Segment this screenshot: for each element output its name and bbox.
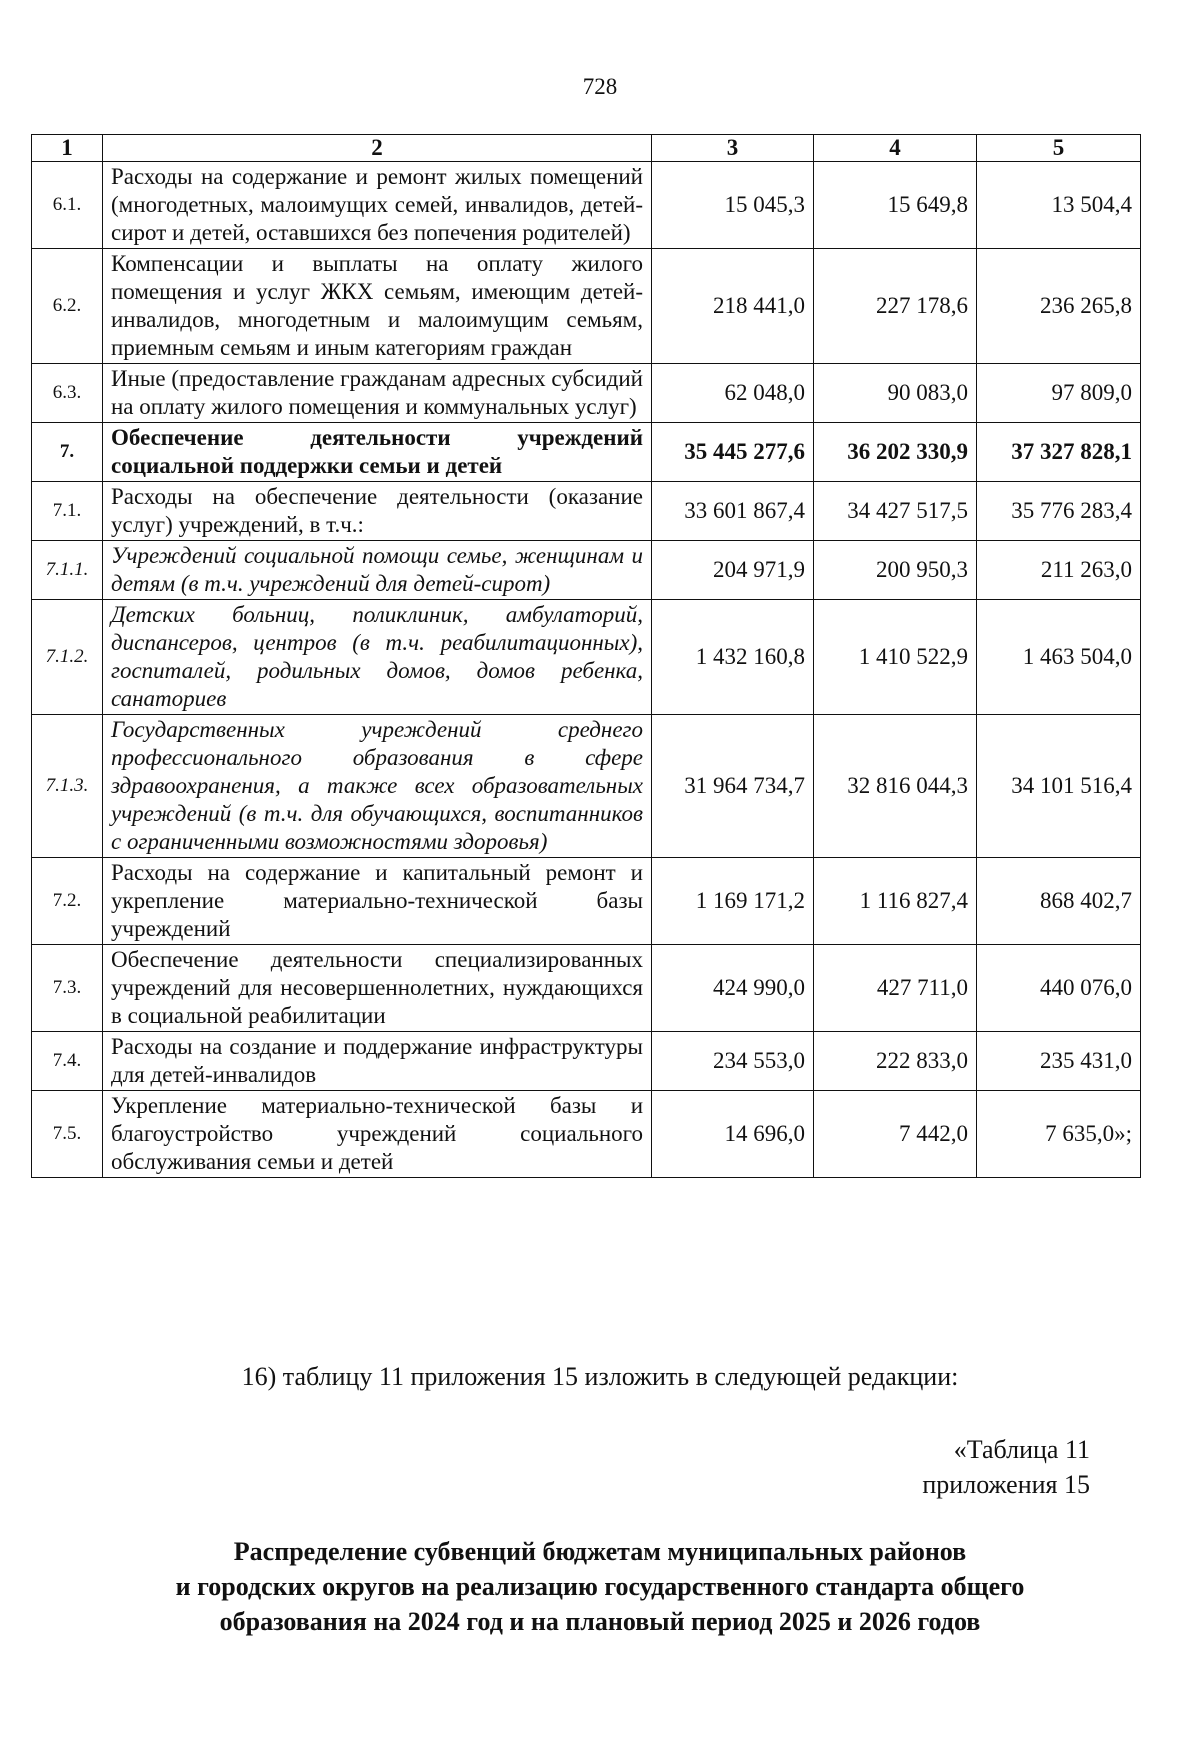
table-row — [32, 162, 1141, 249]
table-row — [32, 945, 1141, 1032]
row-value-2024: 234 553,0 — [652, 1032, 814, 1091]
column-header-2: 2 — [103, 135, 652, 162]
row-value-2025: 1 116 827,4 — [814, 858, 977, 945]
row-value-2025: 15 649,8 — [814, 162, 977, 249]
row-value-2024: 204 971,9 — [652, 541, 814, 600]
row-value-2025: 227 178,6 — [814, 249, 977, 364]
table-row — [32, 1032, 1141, 1091]
row-value-2026: 236 265,8 — [977, 249, 1141, 364]
row-number: 7.1.3. — [32, 715, 103, 858]
row-value-2026: 97 809,0 — [977, 364, 1141, 423]
row-value-2025: 36 202 330,9 — [814, 423, 977, 482]
table-row-section-total — [32, 423, 1141, 482]
row-value-2024: 62 048,0 — [652, 364, 814, 423]
table-row-subitem — [32, 541, 1141, 600]
table-reference-line: приложения 15 — [922, 1470, 1090, 1499]
row-value-2025: 222 833,0 — [814, 1032, 977, 1091]
row-description: Учреждений социальной помощи семье, женщинам и детям (в т.ч. учреждений для детей-сирот) — [103, 541, 652, 600]
row-description: Расходы на содержание и ремонт жилых помещений (многодетных, малоимущих семей, инвалидов, детей-сирот и детей, оставшихся без попечения родителей) — [103, 162, 652, 249]
row-value-2024: 15 045,3 — [652, 162, 814, 249]
row-description: Обеспечение деятельности учреждений социальной поддержки семьи и детей — [103, 423, 652, 482]
row-number: 6.1. — [32, 162, 103, 249]
row-value-2024: 35 445 277,6 — [652, 423, 814, 482]
row-value-2025: 1 410 522,9 — [814, 600, 977, 715]
row-number: 6.2. — [32, 249, 103, 364]
table-row — [32, 1091, 1141, 1178]
section-title-line: Распределение субвенций бюджетам муниципальных районов — [233, 1537, 967, 1566]
row-value-2026: 13 504,4 — [977, 162, 1141, 249]
amendment-instruction: 16) таблицу 11 приложения 15 изложить в следующей редакции: — [241, 1362, 959, 1391]
row-description: Обеспечение деятельности специализированных учреждений для несовершеннолетних, нуждающихся в социальной реабилитации — [103, 945, 652, 1032]
table-reference — [820, 1432, 1090, 1502]
row-description: Расходы на обеспечение деятельности (оказание услуг) учреждений, в т.ч.: — [103, 482, 652, 541]
row-number: 7.2. — [32, 858, 103, 945]
table-reference-line: «Таблица 11 — [953, 1435, 1090, 1464]
column-header-3: 3 — [652, 135, 814, 162]
row-value-2024: 33 601 867,4 — [652, 482, 814, 541]
budget-table — [31, 134, 1141, 1178]
row-value-2026: 7 635,0»; — [977, 1091, 1141, 1178]
column-header-5: 5 — [977, 135, 1141, 162]
row-description: Укрепление материально-технической базы и благоустройство учреждений социального обслуживания семьи и детей — [103, 1091, 652, 1178]
row-value-2026: 34 101 516,4 — [977, 715, 1141, 858]
row-description: Расходы на создание и поддержание инфраструктуры для детей-инвалидов — [103, 1032, 652, 1091]
row-value-2025: 90 083,0 — [814, 364, 977, 423]
row-description: Детских больниц, поликлиник, амбулаторий, диспансеров, центров (в т.ч. реабилитационных), госпиталей, родильных домов, домов ребенка, санаториев — [103, 600, 652, 715]
column-header-4: 4 — [814, 135, 977, 162]
row-value-2025: 32 816 044,3 — [814, 715, 977, 858]
column-header-1: 1 — [32, 135, 103, 162]
row-number: 7.4. — [32, 1032, 103, 1091]
row-description: Расходы на содержание и капитальный ремонт и укрепление материально-технической базы учреждений — [103, 858, 652, 945]
row-value-2024: 1 432 160,8 — [652, 600, 814, 715]
row-value-2026: 37 327 828,1 — [977, 423, 1141, 482]
page-number: 728 — [582, 74, 618, 99]
table-row-subitem — [32, 600, 1141, 715]
table-row-subitem — [32, 715, 1141, 858]
row-value-2026: 1 463 504,0 — [977, 600, 1141, 715]
row-value-2024: 1 169 171,2 — [652, 858, 814, 945]
row-number: 7.1. — [32, 482, 103, 541]
table-row — [32, 249, 1141, 364]
row-value-2025: 200 950,3 — [814, 541, 977, 600]
section-title-line: и городских округов на реализацию государственного стандарта общего — [175, 1572, 1025, 1601]
row-number: 7.5. — [32, 1091, 103, 1178]
section-title-line: образования на 2024 год и на плановый период 2025 и 2026 годов — [219, 1607, 981, 1636]
row-number: 7.3. — [32, 945, 103, 1032]
row-value-2024: 218 441,0 — [652, 249, 814, 364]
row-number: 7. — [32, 423, 103, 482]
row-value-2026: 440 076,0 — [977, 945, 1141, 1032]
row-value-2024: 31 964 734,7 — [652, 715, 814, 858]
row-value-2025: 34 427 517,5 — [814, 482, 977, 541]
row-value-2026: 868 402,7 — [977, 858, 1141, 945]
row-description: Иные (предоставление гражданам адресных субсидий на оплату жилого помещения и коммунальных услуг) — [103, 364, 652, 423]
row-number: 7.1.2. — [32, 600, 103, 715]
row-value-2026: 211 263,0 — [977, 541, 1141, 600]
row-number: 7.1.1. — [32, 541, 103, 600]
table-row — [32, 482, 1141, 541]
row-value-2024: 14 696,0 — [652, 1091, 814, 1178]
row-description: Компенсации и выплаты на оплату жилого помещения и услуг ЖКХ семьям, имеющим детей-инвалидов, многодетным и малоимущим семьям, приемным семьям и иным категориям граждан — [103, 249, 652, 364]
row-value-2024: 424 990,0 — [652, 945, 814, 1032]
table-row — [32, 858, 1141, 945]
table-row — [32, 364, 1141, 423]
row-value-2026: 235 431,0 — [977, 1032, 1141, 1091]
section-title — [60, 1534, 1140, 1639]
table-header-row — [32, 135, 1141, 162]
row-description: Государственных учреждений среднего профессионального образования в сфере здравоохранения, а также всех образовательных учреждений (в т.ч. для обучающихся, воспитанников с ограниченными возможностями здоровья) — [103, 715, 652, 858]
row-number: 6.3. — [32, 364, 103, 423]
row-value-2025: 7 442,0 — [814, 1091, 977, 1178]
row-value-2026: 35 776 283,4 — [977, 482, 1141, 541]
row-value-2025: 427 711,0 — [814, 945, 977, 1032]
